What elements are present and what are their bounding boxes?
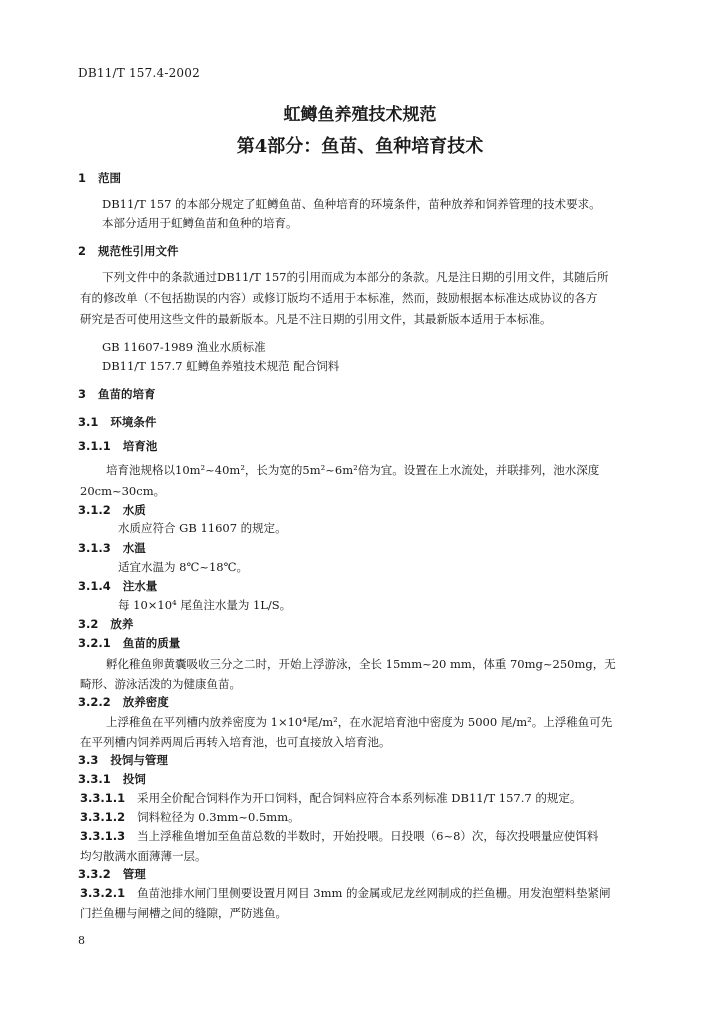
- paragraph: 培育池规格以10m²~40m²，长为宽的5m²~6m²倍为宜。设置在上水流处，并联排列，池水深度: [106, 463, 600, 477]
- paragraph: 门拦鱼栅与闸槽之间的缝隙，严防逃鱼。: [80, 906, 287, 920]
- section-3-1-1-heading: [78, 438, 157, 454]
- section-title: 投饲: [122, 772, 146, 786]
- section-number: 3.3.1: [78, 772, 111, 786]
- section-title: 投饲与管理: [110, 753, 168, 767]
- section-3-2-heading: [78, 616, 133, 632]
- clause-3-3-1-1: [80, 790, 581, 806]
- paragraph: 每 10×10⁴ 尾鱼注水量为 1L/S。: [118, 598, 292, 612]
- clause-3-3-1-3: [80, 828, 598, 844]
- title-main: 虹鳟鱼养殖技术规范: [283, 105, 437, 125]
- paragraph: 在平列槽内饲养两周后再转入培育池，也可直接放入培育池。: [80, 735, 391, 749]
- paragraph: 上浮稚鱼在平列槽内放养密度为 1×10⁴尾/m²，在水泥培育池中密度为 5000 尾/m²。上浮稚鱼可先: [106, 715, 613, 729]
- section-title: 规范性引用文件: [98, 244, 179, 258]
- section-number: 3.1.1: [78, 439, 111, 453]
- paragraph: 本部分适用于虹鳟鱼苗和鱼种的培育。: [102, 216, 298, 230]
- section-title: 范围: [98, 171, 122, 185]
- section-title: 鱼苗的质量: [122, 636, 181, 650]
- paragraph: 畸形、游泳活泼的为健康鱼苗。: [80, 677, 241, 691]
- paragraph: 研究是否可使用这些文件的最新版本。凡是不注日期的引用文件，其最新版本适用于本标准。: [80, 312, 552, 326]
- paragraph: 下列文件中的条款通过DB11/T 157的引用而成为本部分的条款。凡是注日期的引用文件，其随后所: [102, 270, 609, 284]
- section-3-1-4-heading: [78, 578, 157, 594]
- section-title: 鱼苗的培育: [98, 387, 156, 401]
- section-number: 1: [78, 171, 87, 185]
- section-number: 3.2.1: [78, 636, 111, 650]
- section-title: 放养密度: [122, 695, 169, 709]
- paragraph: 适宜水温为 8℃~18℃。: [118, 560, 248, 574]
- section-number: 3.2: [78, 617, 99, 631]
- paragraph: 均匀散满水面薄薄一层。: [80, 849, 207, 863]
- section-title: 水质: [122, 503, 146, 517]
- section-title: 放养: [110, 617, 134, 631]
- paragraph: 孵化稚鱼卵黄囊吸收三分之二时，开始上浮游泳，全长 15mm~20 mm，体重 70mg~250mg，无: [106, 657, 616, 671]
- section-3-2-2-heading: [78, 694, 169, 710]
- section-number: 3.3: [78, 753, 99, 767]
- clause-number: 3.3.1.3: [80, 829, 126, 843]
- paragraph: 当上浮稚鱼增加至鱼苗总数的半数时，开始投喂。日投喂（6~8）次，每次投喂量应使饵料: [137, 829, 599, 843]
- clause-number: 3.3.1.2: [80, 810, 126, 824]
- section-number: 3: [78, 387, 87, 401]
- page-number: 8: [78, 934, 85, 947]
- clause-number: 3.3.2.1: [80, 886, 126, 900]
- clause-3-3-2-1: [80, 885, 611, 901]
- section-3-3-2-heading: [78, 866, 146, 882]
- section-title: 注水量: [122, 579, 158, 593]
- section-number: 2: [78, 244, 87, 258]
- title-part: 第4部分：鱼苗、鱼种培育技术: [236, 136, 484, 157]
- section-title: 培育池: [122, 439, 158, 453]
- section-number: 3.1.3: [78, 541, 111, 555]
- section-3-1-2-heading: [78, 502, 146, 518]
- reference-item: GB 11607-1989 渔业水质标准: [102, 340, 266, 354]
- section-1-heading: [78, 170, 121, 186]
- paragraph: 水质应符合 GB 11607 的规定。: [118, 521, 287, 535]
- section-3-3-heading: [78, 752, 168, 768]
- section-3-1-heading: [78, 414, 156, 430]
- section-number: 3.1: [78, 415, 99, 429]
- paragraph: 鱼苗池排水闸门里侧要设置月网目 3mm 的金属或尼龙丝网制成的拦鱼栅。用发泡塑料垫紧闸: [137, 886, 611, 900]
- paragraph: 采用全价配合饲料作为开口饲料，配合饲料应符合本系列标准 DB11/T 157.7 的规定。: [137, 791, 582, 805]
- paragraph: 20cm~30cm。: [80, 484, 166, 498]
- section-2-heading: [78, 243, 179, 259]
- section-3-heading: [78, 386, 156, 402]
- section-number: 3.3.2: [78, 867, 111, 881]
- paragraph: 饲料粒径为 0.3mm~0.5mm。: [137, 810, 300, 824]
- clause-3-3-1-2: [80, 809, 300, 825]
- section-title: 管理: [122, 867, 146, 881]
- section-title: 环境条件: [110, 415, 157, 429]
- section-number: 3.1.2: [78, 503, 111, 517]
- section-3-1-3-heading: [78, 540, 146, 556]
- section-title: 水温: [122, 541, 146, 555]
- section-number: 3.2.2: [78, 695, 111, 709]
- reference-item: DB11/T 157.7 虹鳟鱼养殖技术规范 配合饲料: [102, 359, 340, 373]
- section-number: 3.1.4: [78, 579, 111, 593]
- clause-number: 3.3.1.1: [80, 791, 126, 805]
- paragraph: DB11/T 157 的本部分规定了虹鳟鱼苗、鱼种培育的环境条件，苗种放养和饲养管理的技术要求。: [102, 197, 601, 211]
- paragraph: 有的修改单（不包括勘误的内容）或修订版均不适用于本标准，然而，鼓励根据本标准达成协议的各方: [80, 291, 598, 305]
- section-3-2-1-heading: [78, 635, 180, 651]
- section-3-3-1-heading: [78, 771, 146, 787]
- doc-code: DB11/T 157.4-2002: [78, 66, 200, 80]
